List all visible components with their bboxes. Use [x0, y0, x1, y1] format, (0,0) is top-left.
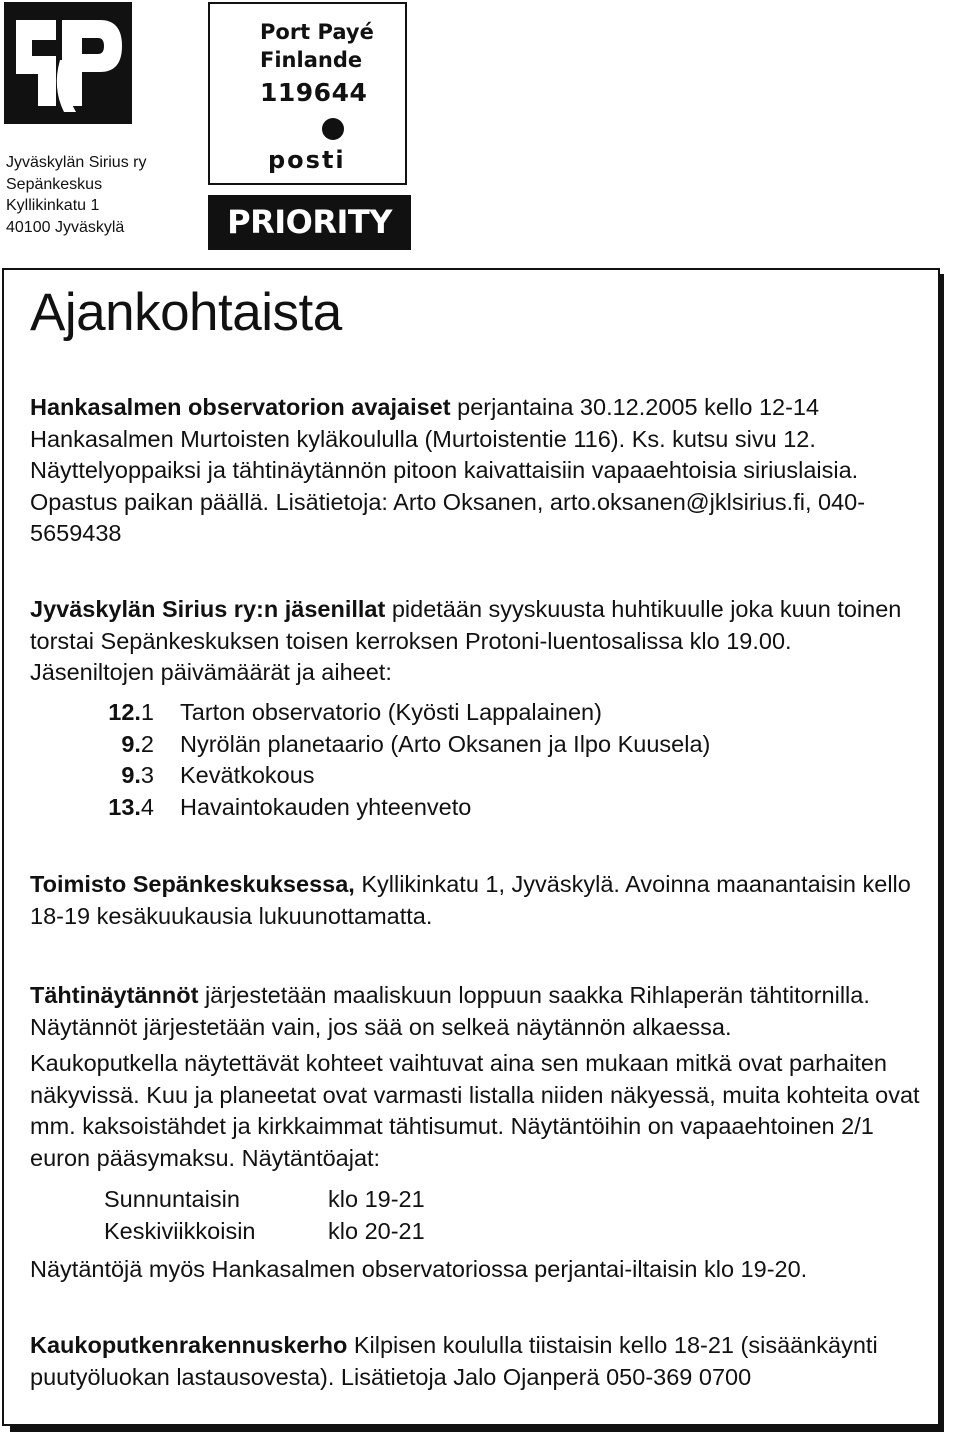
schedule-day: Sunnuntaisin [104, 1186, 240, 1212]
office-paragraph [30, 869, 920, 932]
item-month: 2 [140, 730, 154, 757]
hankasalmi-viewings: Näytäntöjä myös Hankasalmen observatoriossa perjantai-iltaisin klo 19-20. [30, 1256, 808, 1282]
viewings-heading: Tähtinäytännöt [30, 982, 199, 1008]
schedule-row [104, 1215, 425, 1247]
item-day: 12. [108, 699, 141, 725]
meetings-list [100, 697, 710, 823]
item-topic: Nyrölän planetaario (Arto Oksanen ja Ilpo Kuusela) [180, 730, 711, 757]
telescope-club-text: Kilpisen koululla tiistaisin kello 18-21 (sisäänkäynti puutyöluokan lastausovesta). Lisätietoja Jalo Ojanperä 050-369 0700 [30, 1332, 878, 1390]
viewings-details: Kaukoputkella näytettävät kohteet vaihtuvat aina sen mukaan mitkä ovat parhaiten näkyvissä. Kuu ja planeetat ovat varmasti listalla niiden näkyessä, muita kohteita ovat mm. kaksoistähdet ja kirkkaimmat tähtisumut. Näytäntöihin on vapaaehtoinen 2/1 euron pääsymaksu. Näytäntöajat: [30, 1050, 920, 1171]
schedule-day: Keskiviikkoisin [104, 1218, 256, 1244]
meetings-heading: Jyväskylän Sirius ry:n jäsenillat [30, 596, 386, 622]
item-day: 9. [121, 762, 141, 788]
office-heading: Toimisto Sepänkeskuksessa, [30, 871, 355, 897]
item-topic: Havaintokauden yhteenveto [180, 793, 472, 820]
sender-address [6, 152, 146, 238]
sender-line: Jyväskylän Sirius ry [6, 154, 147, 171]
priority-label: PRIORITY [208, 195, 411, 250]
item-day: 13. [108, 793, 141, 820]
posti-dot-icon [322, 118, 344, 140]
list-item [100, 697, 710, 729]
observatory-heading: Hankasalmen observatorion avajaiset [30, 394, 451, 420]
sender-line: Sepänkeskus [6, 175, 103, 193]
viewing-schedule [104, 1183, 425, 1247]
posti-brand [268, 146, 346, 174]
telescope-club-heading: Kaukoputkenrakennuskerho [30, 1332, 348, 1358]
schedule-row [104, 1183, 425, 1215]
item-topic: Tarton observatorio (Kyösti Lappalainen) [180, 699, 602, 725]
meetings-paragraph [30, 594, 920, 689]
sender-line: 40100 Jyväskylä [6, 218, 125, 236]
sender-line: Kyllikinkatu 1 [6, 197, 100, 214]
item-topic: Kevätkokous [180, 762, 315, 788]
meetings-text: pidetään syyskuusta huhtikuulle joka kuun toinen torstai Sepänkeskuksen toisen kerroksen Protoni-luentosalissa klo 19.00. Jäseniltojen päivämäärät ja aiheet: [30, 596, 902, 685]
item-month: 1 [140, 699, 154, 725]
viewings-paragraph [30, 980, 920, 1043]
item-month: 3 [140, 762, 154, 788]
viewings-text: järjestetään maaliskuun loppuun saakka Rihlaperän tähtitornilla. Näytännöt järjestetään vain, jos sää on selkeä näytännön alkaessa. [30, 982, 870, 1040]
observatory-paragraph [30, 392, 920, 550]
postage-line-1: Port Payé [260, 20, 374, 44]
page-title: Ajankohtaista [30, 283, 342, 342]
postage-permit-number: 119644 [260, 78, 368, 107]
telescope-club-paragraph [30, 1330, 920, 1393]
list-item [100, 760, 710, 792]
postage-line-2: Finlande [260, 48, 363, 72]
sirius-logo-icon [4, 2, 132, 124]
schedule-time: klo 19-21 [328, 1186, 425, 1212]
item-month: 4 [140, 793, 154, 820]
posti-wordmark: posti [268, 146, 346, 174]
list-item [100, 792, 710, 824]
observatory-text: perjantaina 30.12.2005 kello 12-14 Hankasalmen Murtoisten kyläkoululla (Murtoistentie 116). Ks. kutsu sivu 12. Näyttelyoppaiksi ja tähtinäytännön pitoon kaivattaisiin vapaaehtoisia siriuslaisia. Opastus paikan päällä. Lisätietoja: Arto Oksanen, arto.oksanen@jklsirius.fi, 040-5659438 [30, 394, 866, 546]
list-item [100, 729, 710, 761]
office-text: Kyllikinkatu 1, Jyväskylä. Avoinna maanantaisin kello 18-19 kesäkuukausia lukuunottamatta. [30, 871, 911, 929]
postage-stamp [208, 2, 407, 185]
item-day: 9. [121, 730, 141, 757]
schedule-time: klo 20-21 [328, 1218, 425, 1244]
